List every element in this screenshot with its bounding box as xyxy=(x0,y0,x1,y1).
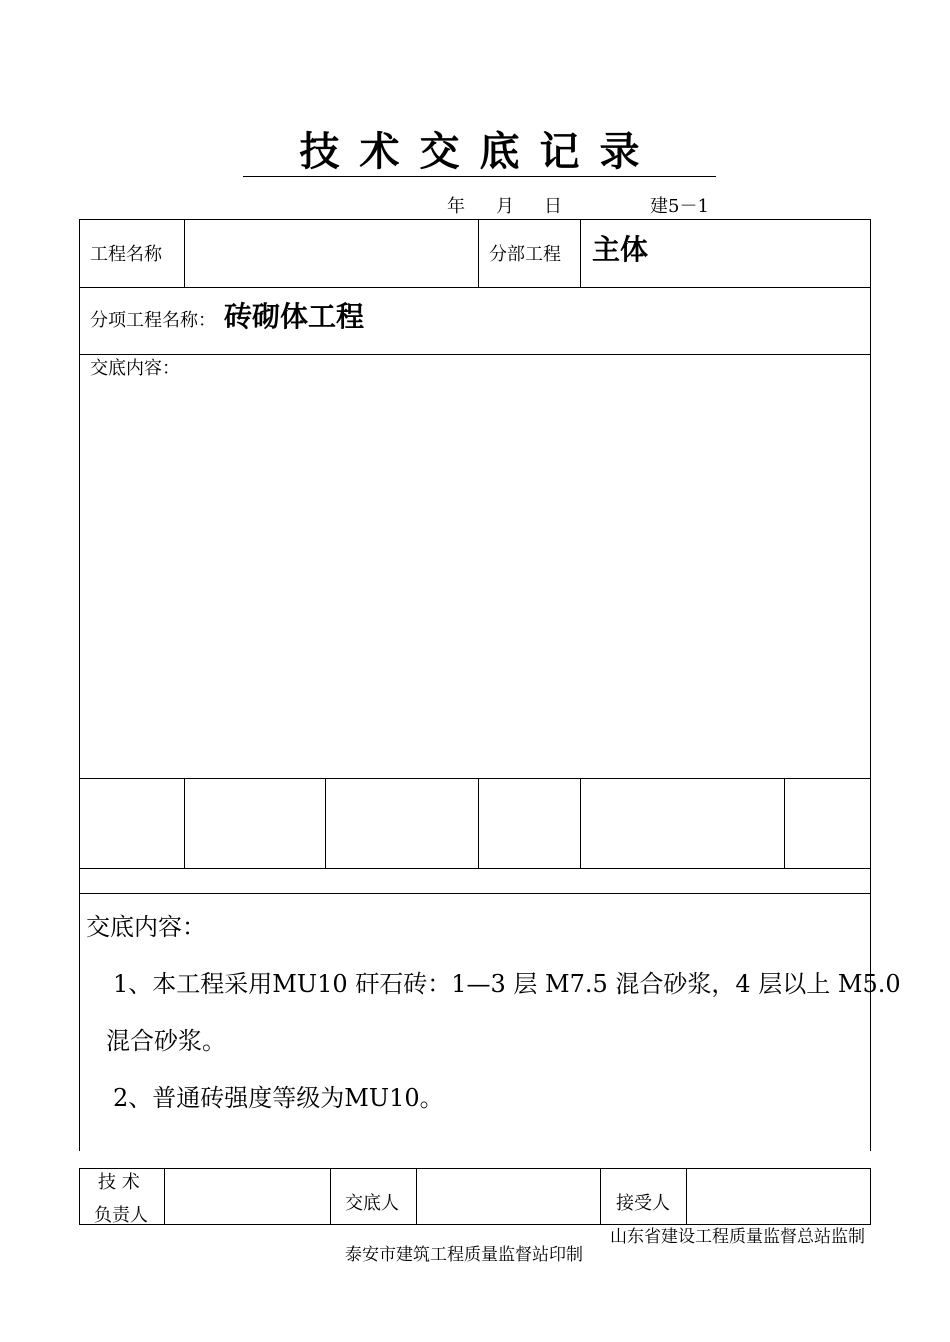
title-underline xyxy=(243,176,716,177)
table-rule xyxy=(79,868,871,869)
table-divider xyxy=(184,778,185,868)
footer-supervisor: 山东省建设工程质量监督总站监制 xyxy=(610,1227,865,1247)
date-year-label: 年 xyxy=(447,196,465,217)
table-divider xyxy=(580,219,581,287)
page-title: 技术交底记录 xyxy=(299,129,660,175)
tech-lead-label-line-1: 技 术 xyxy=(98,1172,140,1193)
footer-printer: 泰安市建筑工程质量监督站印制 xyxy=(345,1245,583,1265)
signature-table-border xyxy=(870,1168,871,1224)
signature-table-divider xyxy=(330,1168,331,1224)
table-rule xyxy=(79,287,871,288)
table-divider xyxy=(478,219,479,287)
content-item-1-line-1: 1、本工程采用MU10 矸石砖：1—3 层 M7.5 混合砂浆，4 层以上 M5.0 xyxy=(113,970,901,998)
content-label: 交底内容： xyxy=(86,913,206,941)
presenter-label: 交底人 xyxy=(345,1193,399,1214)
signature-table-divider xyxy=(416,1168,417,1224)
content-label-top: 交底内容： xyxy=(90,358,180,379)
signature-table-bottom xyxy=(79,1224,871,1225)
table-rule xyxy=(79,354,871,355)
subitem-label: 分项工程名称： xyxy=(90,310,216,331)
project-name-label: 工程名称 xyxy=(90,244,162,265)
signature-table-divider xyxy=(600,1168,601,1224)
table-rule xyxy=(79,778,871,779)
content-item-2: 2、普通砖强度等级为MU10。 xyxy=(113,1084,444,1112)
form-code: 建5－1 xyxy=(650,196,709,217)
signature-table-divider xyxy=(164,1168,165,1224)
table-divider xyxy=(325,778,326,868)
table-divider xyxy=(184,219,185,287)
date-day-label: 日 xyxy=(544,196,562,217)
division-value[interactable]: 主体 xyxy=(592,233,649,266)
table-border-top xyxy=(79,219,871,220)
date-month-label: 月 xyxy=(496,196,514,217)
receiver-label: 接受人 xyxy=(616,1193,670,1214)
subitem-value[interactable]: 砖砌体工程 xyxy=(224,300,365,333)
table-border-left xyxy=(79,219,80,1151)
content-item-1-line-2: 混合砂浆。 xyxy=(106,1027,226,1055)
signature-table-divider xyxy=(686,1168,687,1224)
signature-table-top xyxy=(79,1168,871,1169)
tech-lead-label-line-2: 负责人 xyxy=(94,1205,148,1226)
table-rule xyxy=(79,893,871,894)
table-divider xyxy=(478,778,479,868)
table-border-right xyxy=(870,219,871,1151)
table-divider xyxy=(784,778,785,868)
division-label: 分部工程 xyxy=(489,244,561,265)
table-divider xyxy=(580,778,581,868)
signature-table-border xyxy=(79,1168,80,1224)
